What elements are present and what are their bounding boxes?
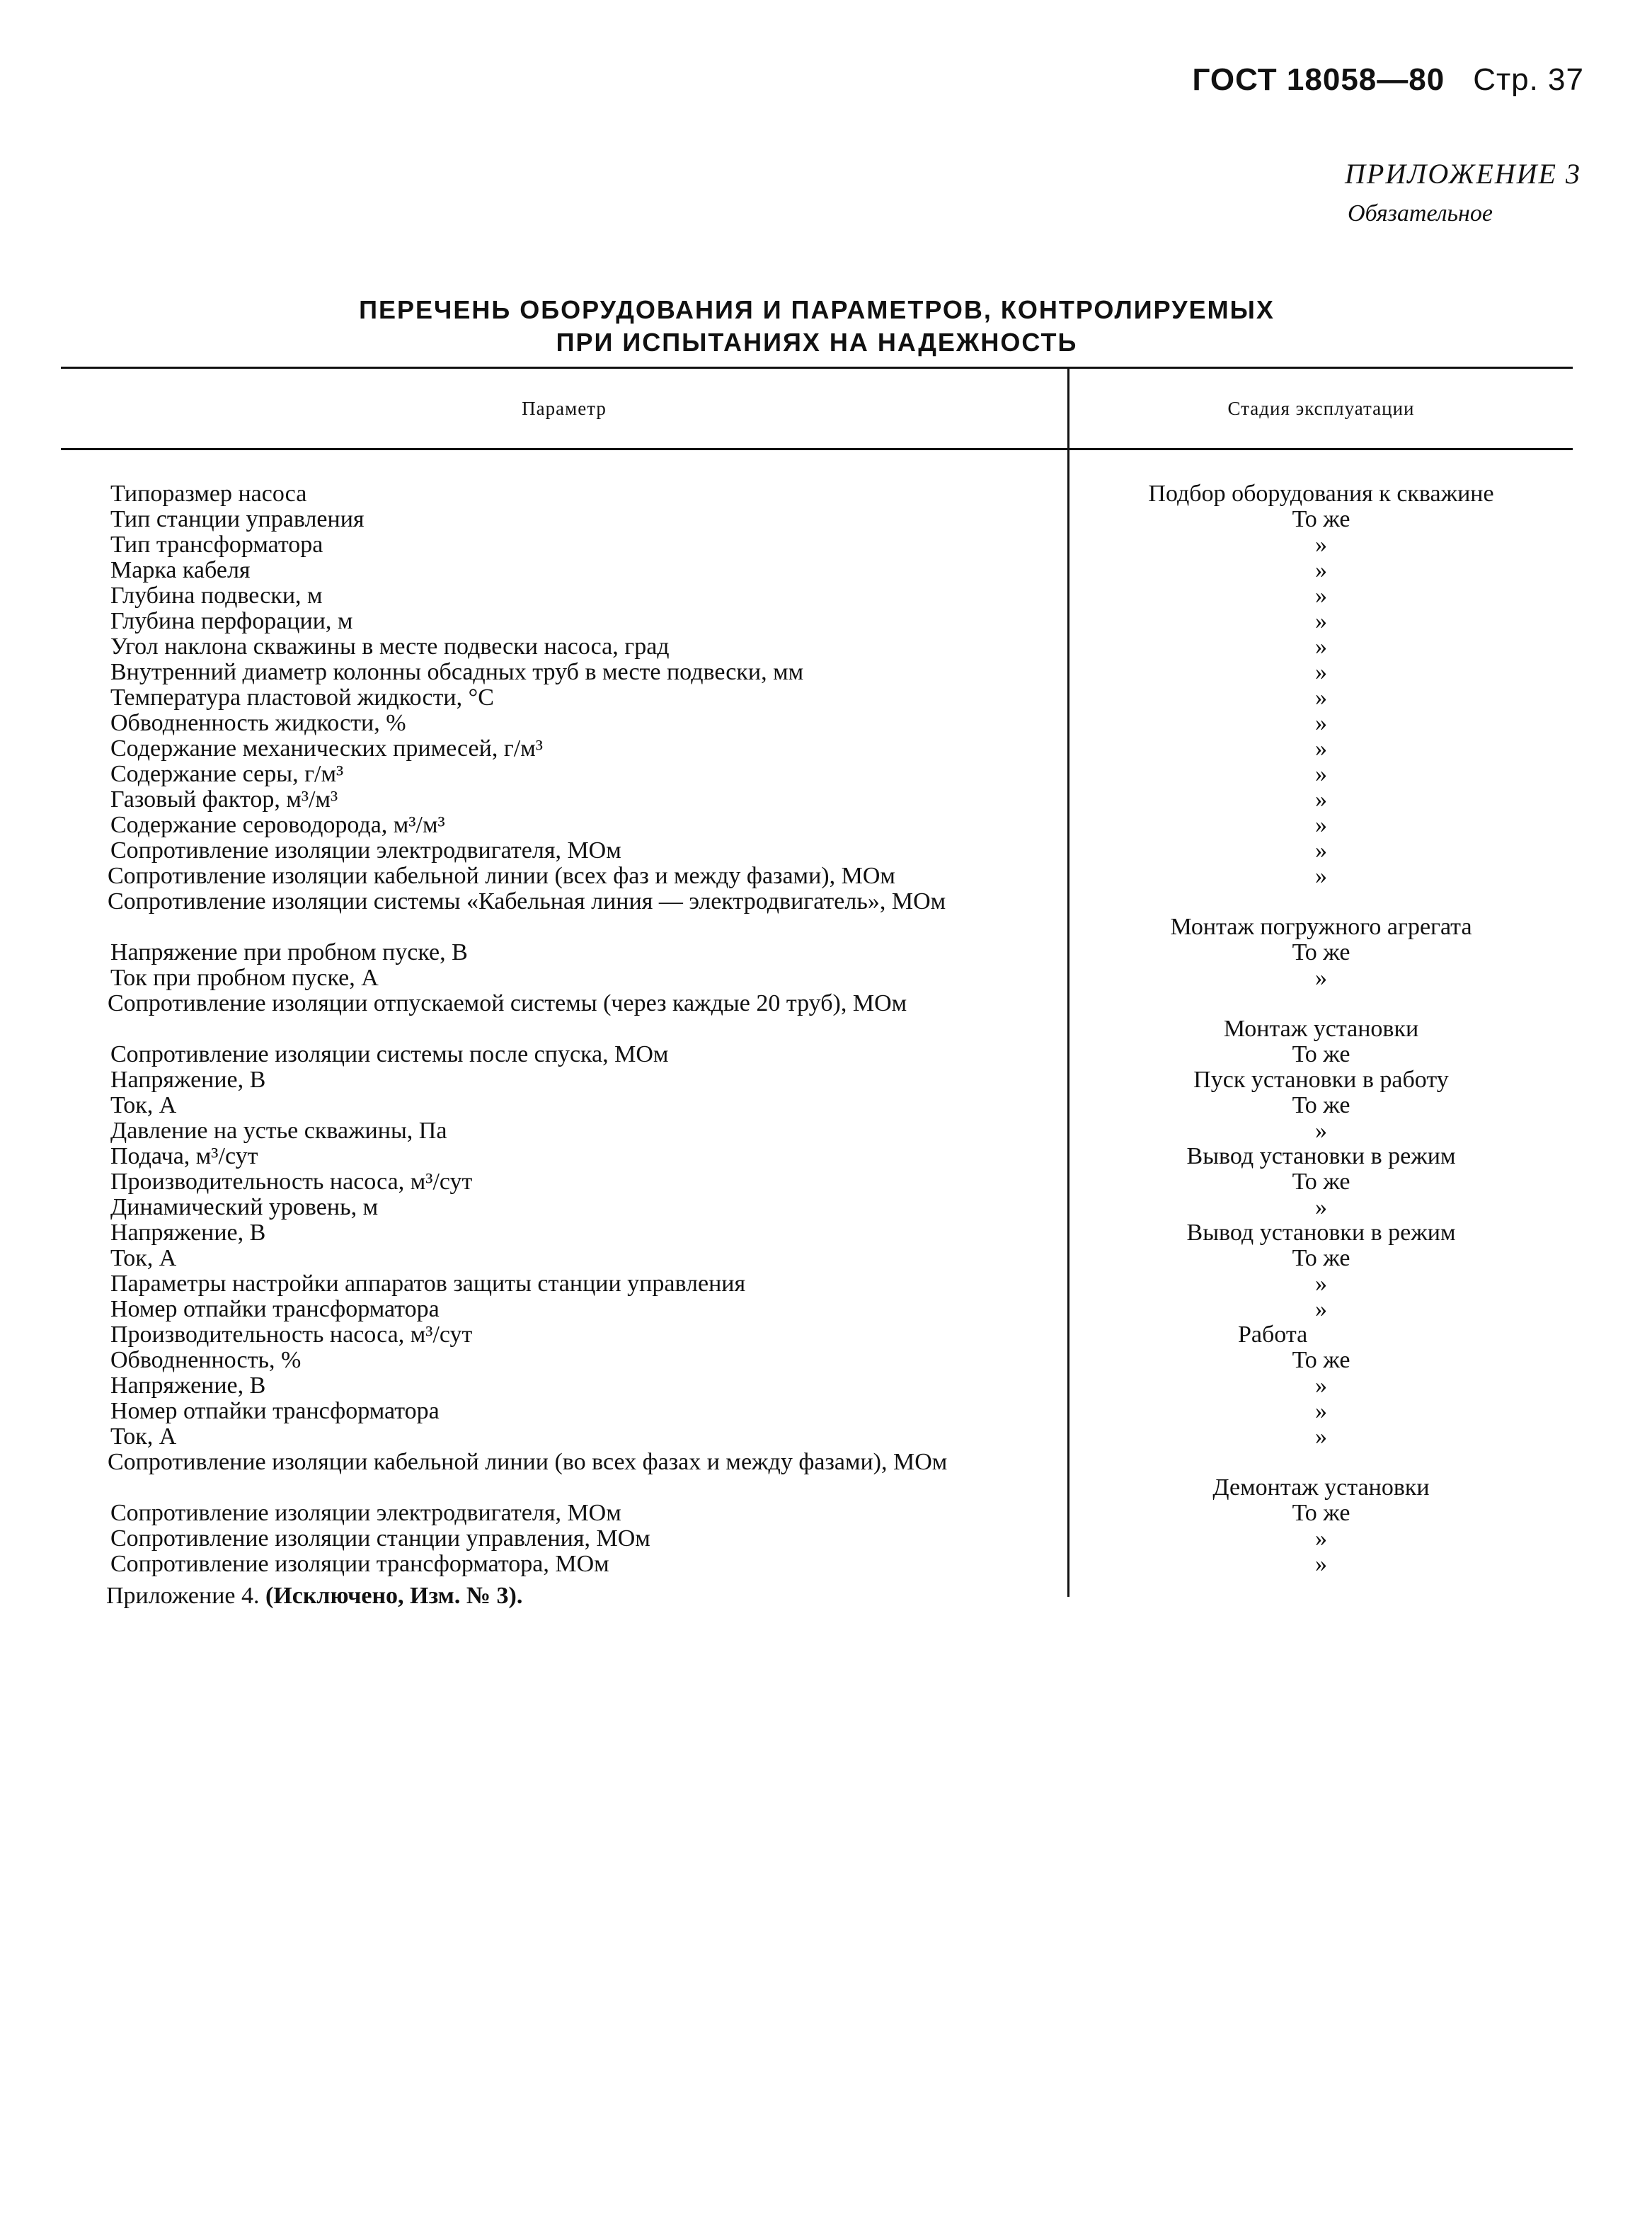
parameter-cell: Напряжение, В — [110, 1067, 266, 1093]
parameter-cell: Сопротивление изоляции системы «Кабельная линия — электродвигатель», МОм — [108, 888, 946, 915]
table-row — [61, 1118, 1573, 1144]
stage-cell: » — [1315, 1296, 1327, 1322]
table-row — [61, 838, 1573, 864]
parameter-cell: Ток, А — [110, 1092, 177, 1118]
parameter-cell: Сопротивление изоляции кабельной линии (всех фаз и между фазами), МОм — [108, 863, 895, 889]
footnote-lead: Приложение 4. — [106, 1583, 260, 1609]
parameter-cell: Типоразмер насоса — [110, 481, 307, 507]
title-line-2: ПРИ ИСПЫТАНИЯХ НА НАДЕЖНОСТЬ — [556, 328, 1078, 357]
page-header — [1193, 62, 1584, 98]
parameter-cell: Сопротивление изоляции электродвигателя, МОм — [110, 837, 621, 864]
parameter-cell: Сопротивление изоляции отпускаемой системы (через каждые 20 труб), МОм — [108, 990, 907, 1016]
page-number: Стр. 37 — [1473, 62, 1584, 97]
table-row — [61, 1501, 1573, 1526]
stage-cell: » — [1315, 1551, 1327, 1577]
stage-cell: » — [1315, 1271, 1327, 1297]
parameter-cell: Тип станции управления — [110, 506, 365, 532]
stage-cell: То же — [1292, 1169, 1350, 1195]
table-row — [61, 940, 1573, 965]
table-body — [61, 450, 1573, 1639]
table-row — [61, 1220, 1573, 1246]
table-row — [61, 481, 1573, 507]
stage-cell: » — [1315, 583, 1327, 609]
parameter-cell: Сопротивление изоляции трансформатора, МОм — [110, 1551, 609, 1577]
parameter-cell: Глубина перфорации, м — [110, 608, 353, 634]
parameter-cell: Динамический уровень, м — [110, 1194, 379, 1220]
stage-cell: » — [1315, 1423, 1327, 1450]
parameter-cell: Обводненность, % — [110, 1347, 302, 1373]
stage-cell: То же — [1292, 1500, 1350, 1526]
parameter-cell: Производительность насоса, м³/сут — [110, 1169, 473, 1195]
table-row — [61, 1246, 1573, 1271]
parameter-cell: Газовый фактор, м³/м³ — [110, 786, 338, 813]
parameter-cell: Тип трансформатора — [110, 532, 323, 558]
stage-cell: » — [1315, 761, 1327, 787]
stage-cell: » — [1315, 1118, 1327, 1144]
table-row — [61, 762, 1573, 787]
parameter-cell: Ток, А — [110, 1245, 177, 1271]
parameter-cell: Параметры настройки аппаратов защиты станции управления — [110, 1271, 746, 1297]
stage-cell: То же — [1292, 1092, 1350, 1118]
appendix-label — [1345, 157, 1581, 227]
stage-cell: » — [1315, 837, 1327, 864]
stage-cell: Работа — [1238, 1321, 1308, 1348]
stage-cell: » — [1315, 557, 1327, 583]
stage-cell: Подбор оборудования к скважине — [1148, 481, 1494, 507]
parameter-cell: Подача, м³/сут — [110, 1143, 258, 1169]
column-header-stage: Стадия эксплуатации — [1227, 397, 1415, 419]
page-title — [61, 294, 1573, 359]
parameter-cell: Внутренний диаметр колонны обсадных труб в месте подвески, мм — [110, 659, 804, 685]
parameter-cell: Номер отпайки трансформатора — [110, 1296, 440, 1322]
parameter-cell: Напряжение, В — [110, 1372, 266, 1399]
stage-cell: То же — [1292, 1041, 1350, 1067]
parameter-cell: Ток при пробном пуске, А — [110, 965, 379, 991]
stage-cell: Пуск установки в работу — [1193, 1067, 1449, 1093]
parameter-cell: Сопротивление изоляции электродвигателя, МОм — [110, 1500, 621, 1526]
stage-cell: » — [1315, 965, 1327, 991]
table-row — [61, 991, 1573, 1042]
table-row — [61, 1195, 1573, 1220]
parameter-cell: Глубина подвески, м — [110, 583, 323, 609]
table-row — [61, 1067, 1573, 1093]
stage-cell: » — [1315, 1372, 1327, 1399]
table-row — [61, 965, 1573, 991]
table-row — [61, 1042, 1573, 1067]
stage-cell: » — [1315, 863, 1327, 889]
table-row — [61, 1348, 1573, 1373]
stage-cell: Вывод установки в режим — [1186, 1143, 1456, 1169]
parameter-cell: Обводненность жидкости, % — [110, 710, 406, 736]
parameter-cell: Содержание механических примесей, г/м³ — [110, 735, 543, 762]
table-row — [61, 609, 1573, 634]
parameter-cell: Содержание серы, г/м³ — [110, 761, 344, 787]
document-code: ГОСТ 18058—80 — [1192, 62, 1445, 97]
stage-cell: » — [1315, 786, 1327, 813]
stage-cell: » — [1315, 812, 1327, 838]
table-row — [61, 711, 1573, 736]
column-header-parameter: Параметр — [522, 397, 607, 419]
parameter-cell: Марка кабеля — [110, 557, 251, 583]
parameter-cell: Производительность насоса, м³/сут — [110, 1321, 473, 1348]
table-row — [61, 532, 1573, 558]
table-row — [61, 583, 1573, 609]
stage-cell: Вывод установки в режим — [1186, 1220, 1456, 1246]
parameter-cell: Ток, А — [110, 1423, 177, 1450]
table-row — [61, 558, 1573, 583]
table-row — [61, 736, 1573, 762]
table-row — [61, 1093, 1573, 1118]
table-row — [61, 1450, 1573, 1501]
table-row — [61, 864, 1573, 889]
stage-cell: » — [1315, 659, 1327, 685]
parameter-cell: Сопротивление изоляции кабельной линии (во всех фазах и между фазами), МОм — [108, 1449, 948, 1475]
parameter-cell: Номер отпайки трансформатора — [110, 1398, 440, 1424]
stage-cell: » — [1315, 532, 1327, 558]
table-row — [61, 787, 1573, 813]
stage-cell: » — [1315, 1398, 1327, 1424]
table-row — [61, 1297, 1573, 1322]
table-row — [61, 1424, 1573, 1450]
parameter-cell: Напряжение, В — [110, 1220, 266, 1246]
stage-cell: » — [1315, 735, 1327, 762]
table-row — [61, 1271, 1573, 1297]
table-row — [61, 634, 1573, 660]
table-row — [61, 685, 1573, 711]
stage-cell: То же — [1292, 939, 1350, 965]
table-header-row — [61, 369, 1573, 448]
table-row — [61, 660, 1573, 685]
parameter-cell: Напряжение при пробном пуске, В — [110, 939, 468, 965]
appendix-status: Обязательное — [1348, 200, 1493, 227]
stage-cell: Монтаж установки — [1223, 1016, 1419, 1042]
table-row — [61, 507, 1573, 532]
stage-cell: » — [1315, 710, 1327, 736]
parameter-cell: Давление на устье скважины, Па — [110, 1118, 447, 1144]
footnote — [106, 1583, 522, 1610]
stage-cell: То же — [1292, 506, 1350, 532]
stage-cell: » — [1315, 684, 1327, 711]
stage-cell: То же — [1292, 1347, 1350, 1373]
parameter-cell: Температура пластовой жидкости, °С — [110, 684, 494, 711]
stage-cell: » — [1315, 1194, 1327, 1220]
table-row — [61, 1322, 1573, 1348]
stage-cell: То же — [1292, 1245, 1350, 1271]
stage-cell: » — [1315, 633, 1327, 660]
footnote-note: (Исключено, Изм. № 3). — [265, 1583, 523, 1609]
table-row — [61, 1526, 1573, 1552]
parameter-cell: Угол наклона скважины в месте подвески насоса, град — [110, 633, 670, 660]
table-row — [61, 1399, 1573, 1424]
stage-cell: Монтаж погружного агрегата — [1170, 914, 1472, 940]
table-row — [61, 1169, 1573, 1195]
parameters-table — [61, 367, 1573, 1639]
table-row — [61, 1373, 1573, 1399]
table-row — [61, 889, 1573, 940]
parameter-cell: Сопротивление изоляции системы после спуска, МОм — [110, 1041, 669, 1067]
stage-cell: » — [1315, 608, 1327, 634]
table-row — [61, 1552, 1573, 1577]
title-line-1: ПЕРЕЧЕНЬ ОБОРУДОВАНИЯ И ПАРАМЕТРОВ, КОНТРОЛИРУЕМЫХ — [359, 295, 1275, 324]
parameter-cell: Содержание сероводорода, м³/м³ — [110, 812, 445, 838]
table-row — [61, 813, 1573, 838]
stage-cell: » — [1315, 1525, 1327, 1552]
table-row — [61, 1144, 1573, 1169]
appendix-number: ПРИЛОЖЕНИЕ 3 — [1345, 158, 1581, 190]
parameter-cell: Сопротивление изоляции станции управления, МОм — [110, 1525, 650, 1552]
stage-cell: Демонтаж установки — [1212, 1474, 1430, 1501]
